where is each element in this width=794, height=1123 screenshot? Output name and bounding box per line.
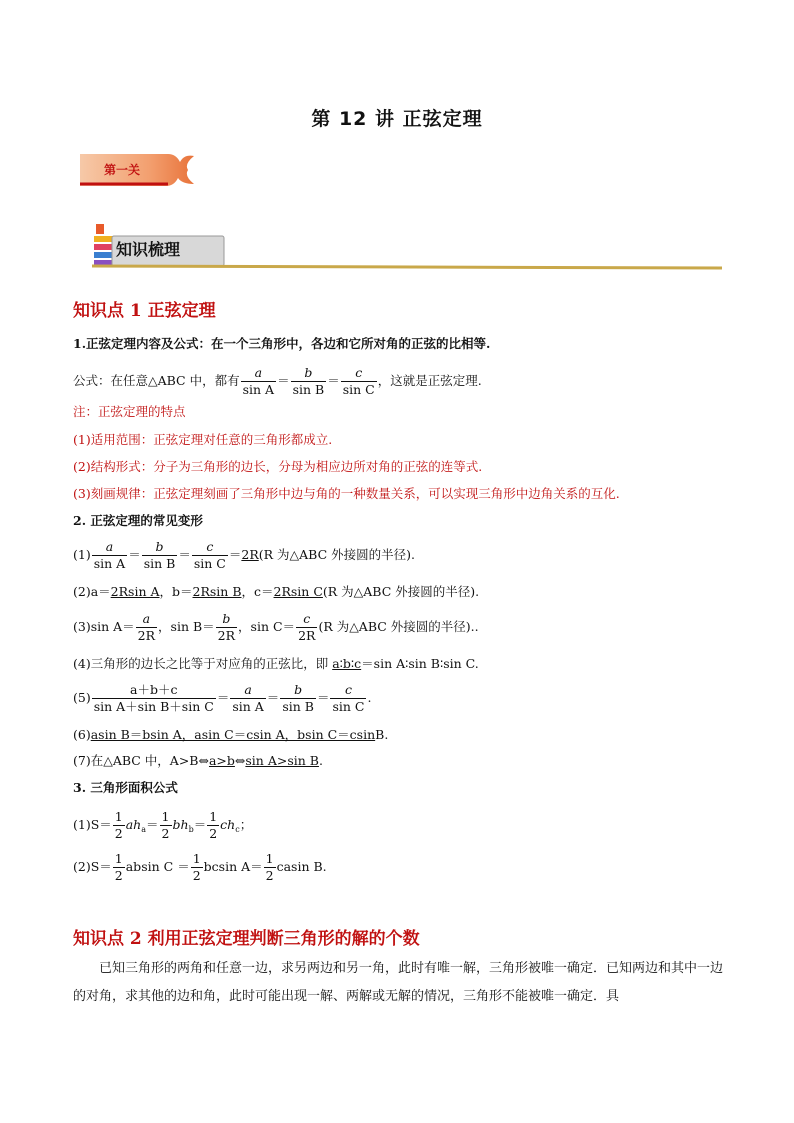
s2-l1-pre: (1) [73, 547, 91, 562]
s2-l5-pre: (5) [73, 690, 91, 705]
eq-sign: ＝ [327, 373, 340, 388]
s3-l2-c: casin B. [276, 859, 327, 874]
eq-sign: ＝ [228, 547, 242, 562]
kp1-title: 知识点 1 正弦定理 [73, 301, 216, 321]
frac-c-2R [296, 612, 317, 643]
frac-a-2R [136, 612, 157, 643]
frac-c [192, 540, 228, 571]
s2-head: 2. 正弦定理的常见变形 [73, 513, 203, 528]
frac-num: 1 [192, 851, 201, 866]
frac-num: a [230, 683, 265, 699]
frac-den: sin A＋sin B＋sin C [93, 699, 214, 714]
frac-num: 1 [114, 851, 123, 866]
s2-l7-tail: . [318, 753, 323, 768]
kp2-paragraph: 已知三角形的两角和任意一边，求另两边和另一角，此时有唯一解，三角形被唯一确定．已知两边和其中一边的对角，求其他的边和角，此时可能出现一解、两解或无解的情况，三角形不能被唯一确定．具 [73, 961, 724, 1004]
lesson-title: 第 12 讲 正弦定理 [311, 108, 483, 130]
frac-c [330, 683, 366, 714]
s2-l2-mid2: ，c＝ [241, 584, 274, 599]
frac-a [92, 540, 127, 571]
frac-den: sin C [193, 556, 226, 571]
s2-l3-mid2: ，sin C＝ [238, 619, 296, 634]
frac-half [160, 810, 172, 841]
s2-l7-b: sin A>sin B [245, 753, 319, 768]
badge-label: 知识梳理 [116, 240, 181, 259]
frac-a-sinA [241, 366, 276, 397]
frac-num: 1 [114, 809, 123, 824]
frac-half [207, 810, 219, 841]
s3-l1-pre: (1)S＝ [73, 817, 112, 832]
s2-l3-pre: (3)sin A＝ [73, 619, 135, 634]
s3-l1-tail: ； [239, 817, 253, 832]
s2-l7-pre: (7)在△ABC 中，A>B⇔ [73, 753, 209, 768]
frac-den: sin A [242, 382, 275, 397]
s3-l1-a: ah [125, 817, 142, 832]
s2-l2 [73, 584, 479, 600]
s1-formula [73, 366, 482, 397]
frac-b-sinB [291, 366, 327, 397]
ribbon-label: 第一关 [104, 163, 141, 177]
frac-num: a [241, 366, 276, 382]
kp2-title: 知识点 2 利用正弦定理判断三角形的解的个数 [73, 929, 420, 949]
frac-num: b [216, 612, 237, 628]
frac-num: b [291, 366, 327, 382]
eq-sign: ＝ [128, 547, 141, 562]
s1-formula-suffix: ，这就是正弦定理. [377, 373, 482, 388]
frac-num: 1 [209, 809, 218, 824]
frac-den: 2 [209, 826, 218, 841]
frac-num: c [296, 612, 317, 628]
eq-sign: ＝ [146, 817, 159, 832]
frac-den: sin A [93, 556, 126, 571]
s3-sub: c [235, 825, 240, 834]
frac-num: c [330, 683, 366, 699]
s2-l6-pre: (6) [73, 727, 91, 742]
s2-l2-note: (R 为△ABC 外接圆的半径). [322, 584, 480, 599]
eq-sign: ＝ [250, 859, 263, 874]
s2-l1-note: (R 为△ABC 外接圆的半径). [258, 547, 415, 562]
s3-l1 [73, 810, 252, 841]
frac-b-2R [216, 612, 237, 643]
s1-n1: (1)适用范围：正弦定理对任意的三角形都成立. [73, 432, 333, 447]
frac-den: 2 [161, 826, 170, 841]
s3-l2-pre: (2)S＝ [73, 859, 112, 874]
frac-num: b [280, 683, 316, 699]
frac-num: a＋b＋c [92, 683, 216, 699]
s3-head: 3. 三角形面积公式 [73, 780, 178, 795]
frac-den: 2R [137, 628, 156, 643]
eq-sign: ＝ [266, 690, 280, 705]
frac-num: c [192, 540, 228, 556]
s2-l3 [73, 612, 479, 643]
s2-l7-mid: ⇔ [234, 753, 246, 768]
s1-head: 1.正弦定理内容及公式：在一个三角形中，各边和它所对角的正弦的比相等. [73, 336, 491, 351]
eq-sign: ＝ [316, 690, 330, 705]
s3-l1-c: ch [220, 817, 236, 832]
s3-l2 [73, 852, 327, 883]
eq-sign: ＝ [177, 859, 190, 874]
eq-sign: ＝ [277, 373, 290, 388]
frac-den: 2 [192, 868, 201, 883]
frac-num: a [136, 612, 157, 628]
s2-l2-b: 2Rsin B [192, 584, 242, 599]
s1-note: 注：正弦定理的特点 [73, 404, 186, 419]
s2-l3-note: (R 为△ABC 外接圆的半径).. [318, 619, 479, 634]
frac-den: 2 [114, 826, 123, 841]
frac-b [280, 683, 316, 714]
s2-l4-ratio: a∶b∶c [332, 656, 362, 671]
s2-l2-a: 2Rsin A [110, 584, 160, 599]
frac-sum [92, 683, 216, 714]
s3-sub: a [141, 825, 147, 834]
s2-l7 [73, 753, 323, 769]
s2-l7-a: a>b [208, 753, 235, 768]
s2-l4 [73, 656, 479, 672]
s2-l1 [73, 540, 415, 571]
frac-num: 1 [161, 809, 170, 824]
eq-sign: ＝ [216, 690, 230, 705]
frac-num: a [92, 540, 127, 556]
s2-l6-body: asin B＝bsin A，asin C＝csin A，bsin C＝csin [90, 727, 376, 742]
s2-l2-c: 2Rsin C [273, 584, 323, 599]
s1-n2: (2)结构形式：分子为三角形的边长，分母为相应边所对角的正弦的连等式. [73, 459, 483, 474]
frac-half [113, 810, 125, 841]
frac-den: 2 [265, 868, 274, 883]
frac-a [230, 683, 265, 714]
s2-l2-mid1: ，b＝ [159, 584, 193, 599]
s3-l2-a: absin C [125, 859, 174, 874]
s3-sub: b [188, 825, 194, 834]
s2-l6 [73, 727, 388, 743]
s2-l4-pre: (4)三角形的边长之比等于对应角的正弦比，即 [73, 656, 333, 671]
s2-l5 [73, 683, 371, 714]
frac-c-sinC [341, 366, 377, 397]
s2-l2-pre: (2)a＝ [73, 584, 111, 599]
s2-l3-mid1: ，sin B＝ [158, 619, 215, 634]
comma: . [367, 690, 372, 705]
frac-den: 2R [298, 628, 316, 643]
frac-den: 2 [114, 868, 123, 883]
frac-den: sin A [232, 699, 264, 714]
s1-n3: (3)刻画规律：正弦定理刻画了三角形中边与角的一种数量关系，可以实现三角形中边角关系的互化. [73, 486, 620, 501]
frac-den: sin C [342, 382, 375, 397]
frac-half [113, 852, 125, 883]
frac-num: b [142, 540, 178, 556]
s2-l4-tail: ＝sin A∶sin B∶sin C. [361, 656, 479, 671]
eq-sign: ＝ [193, 817, 207, 832]
frac-half [264, 852, 276, 883]
s2-l6-tail: B. [375, 727, 389, 742]
frac-half [191, 852, 203, 883]
frac-den: 2R [217, 628, 236, 643]
frac-den: sin B [282, 699, 314, 714]
frac-den: sin B [292, 382, 325, 397]
s1-formula-prefix: 公式：在任意△ABC 中，都有 [73, 373, 240, 388]
s3-l2-b: bcsin A [203, 859, 251, 874]
section-badge [92, 216, 722, 272]
frac-num: 1 [265, 851, 274, 866]
frac-den: sin C [332, 699, 365, 714]
frac-b [142, 540, 178, 571]
frac-den: sin B [143, 556, 176, 571]
frac-num: c [341, 366, 377, 382]
eq-sign: ＝ [178, 547, 191, 562]
s2-l1-2r: 2R [241, 547, 259, 562]
s3-l1-b: bh [172, 817, 189, 832]
